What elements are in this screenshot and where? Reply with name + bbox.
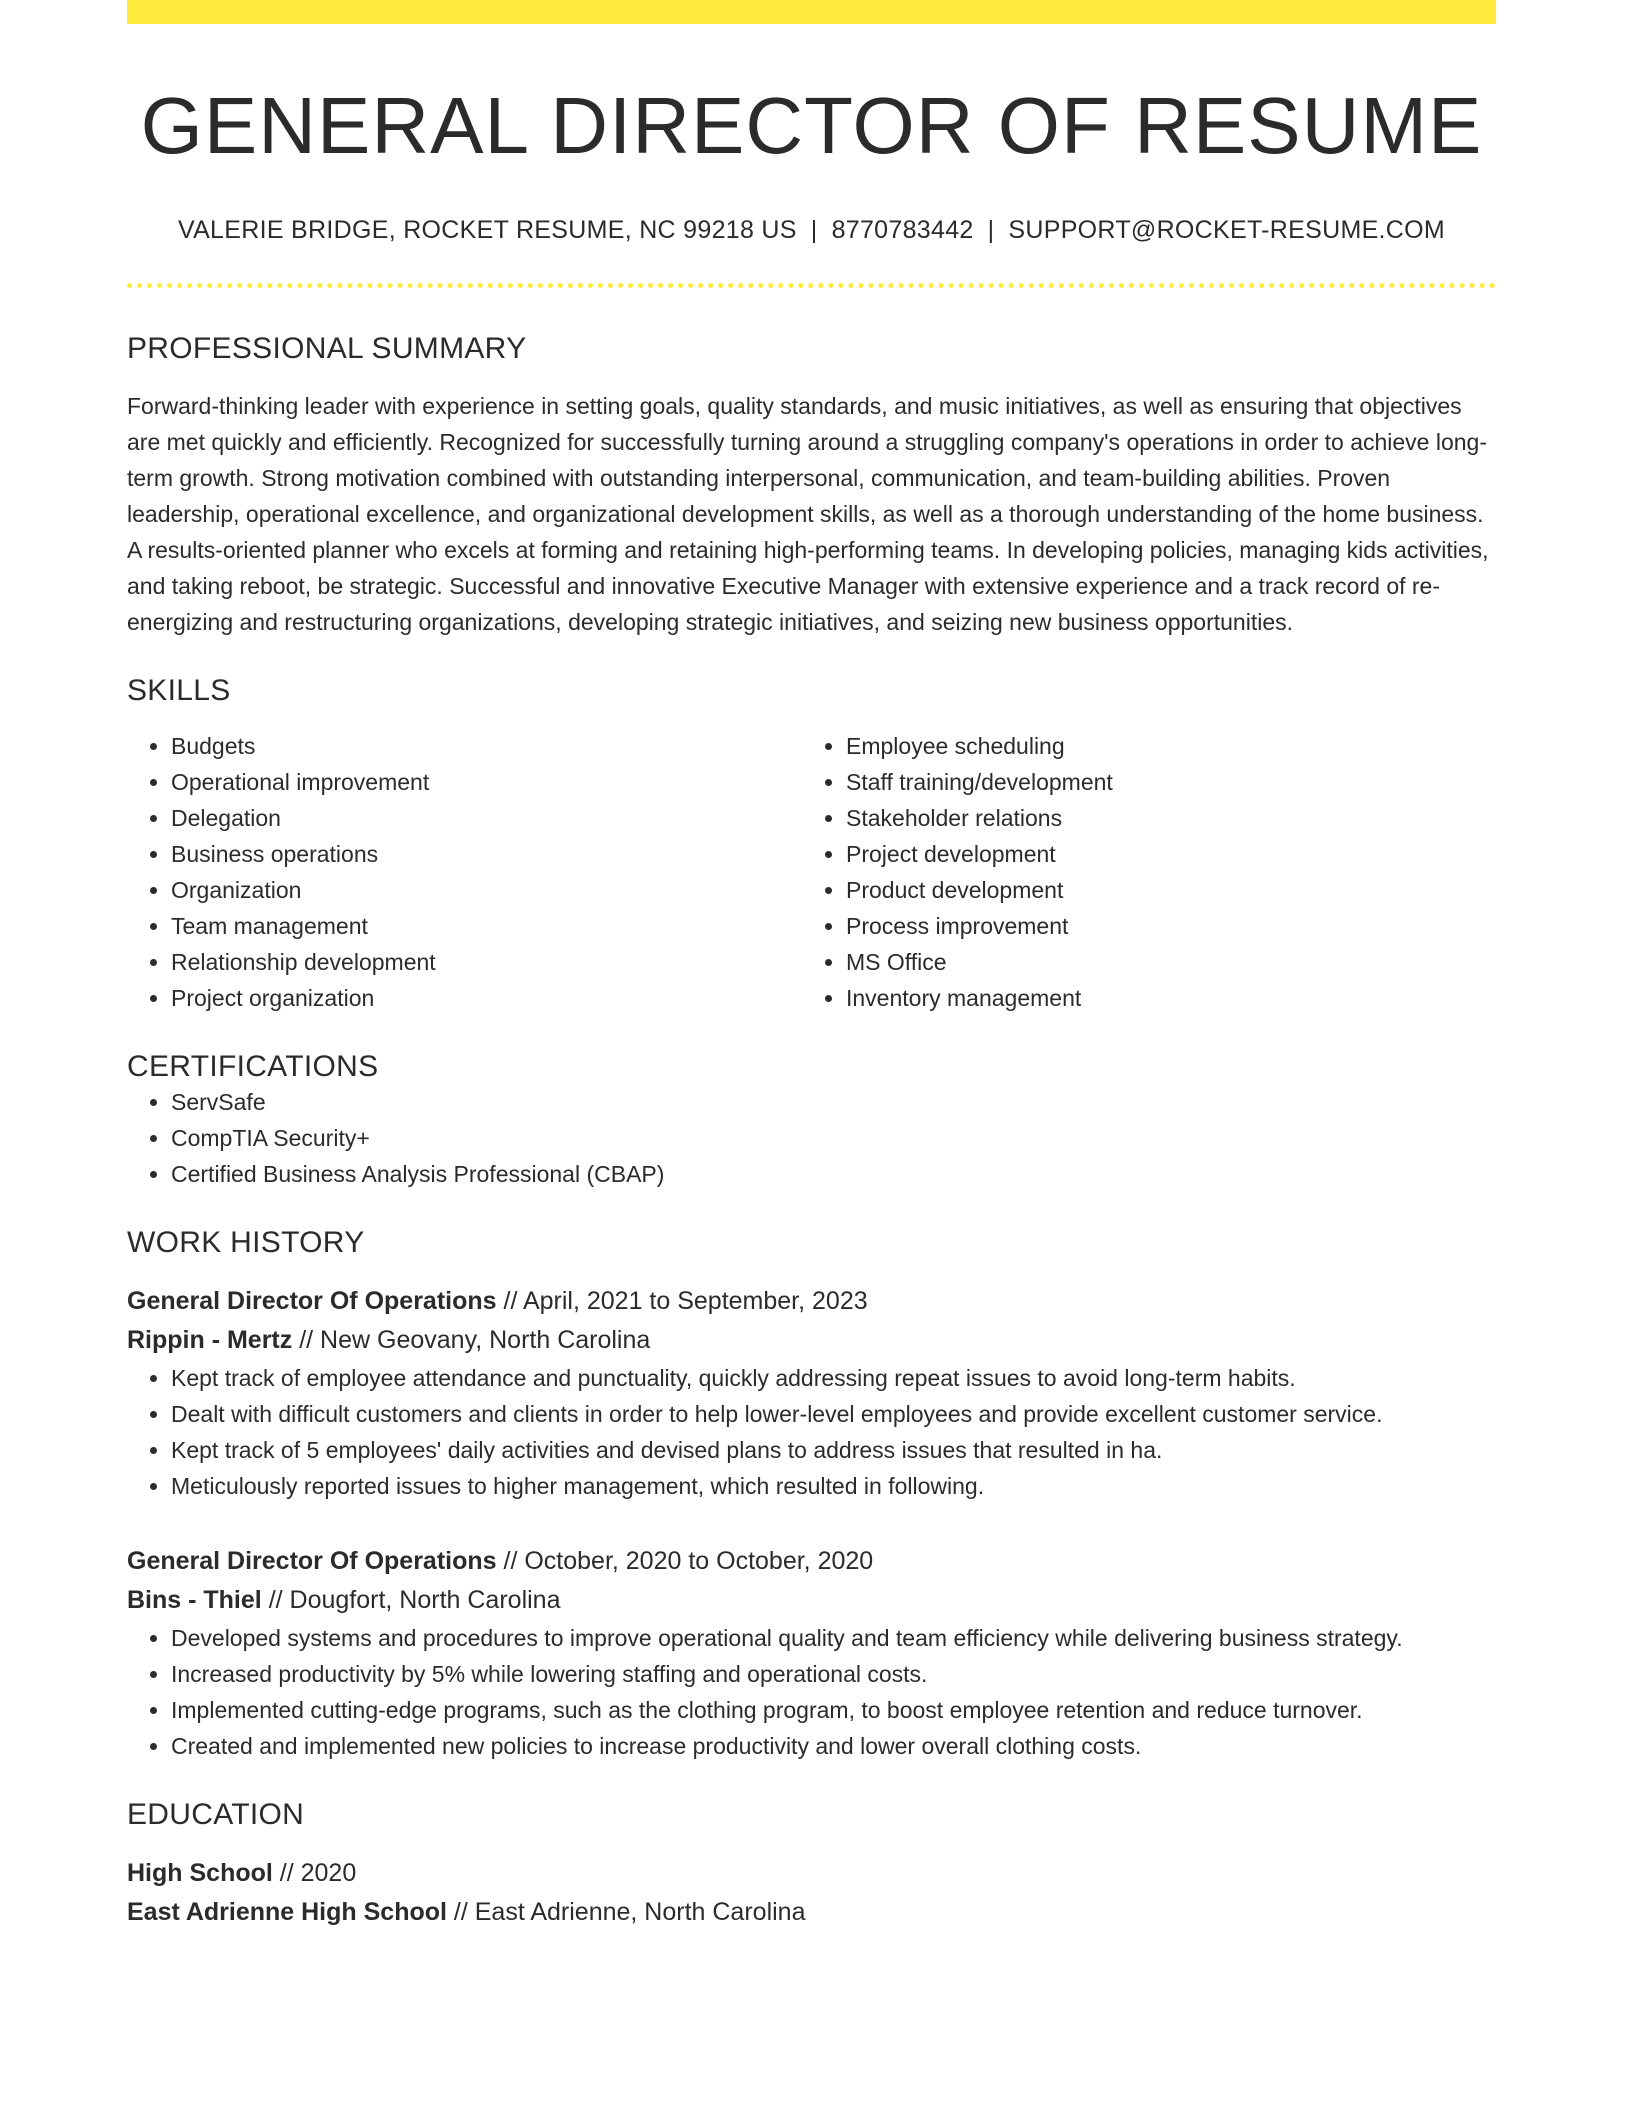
job-title: General Director Of Operations: [127, 1547, 497, 1575]
job-company: Bins - Thiel: [127, 1586, 262, 1614]
certifications-heading: CERTIFICATIONS: [127, 1050, 379, 1083]
job-bullet: • Dealt with difficult customers and clients in order to help lower-level employees and provide excellent customer service.: [171, 1396, 1496, 1432]
skill-item: • Business operations: [171, 836, 802, 872]
job-bullet: • Implemented cutting-edge programs, such as the clothing program, to boost employee retention and reduce turnover.: [171, 1692, 1496, 1728]
top-accent-bar: [127, 0, 1496, 24]
work-history-heading: WORK HISTORY: [127, 1226, 365, 1259]
skill-item: • Process improvement: [846, 908, 1477, 944]
skill-item: • Team management: [171, 908, 802, 944]
contact-address: VALERIE BRIDGE, ROCKET RESUME, NC 99218 US: [177, 216, 797, 244]
skills-grid: [127, 728, 1496, 1016]
education-degree: High School: [127, 1859, 273, 1887]
education-year: // 2020: [279, 1859, 357, 1887]
skill-item: • Employee scheduling: [846, 728, 1477, 764]
skill-item: • Staff training/development: [846, 764, 1477, 800]
skills-heading: SKILLS: [127, 674, 231, 707]
education-location: // East Adrienne, North Carolina: [453, 1898, 806, 1926]
resume-page: [127, 0, 1496, 1932]
education-degree-line: [127, 1854, 1496, 1893]
job-bullet: • Kept track of employee attendance and punctuality, quickly addressing repeat issues to avoid long-term habits.: [171, 1360, 1496, 1396]
education-school-line: [127, 1893, 1496, 1932]
job-bullet: • Created and implemented new policies to increase productivity and lower overall clothing costs.: [171, 1728, 1496, 1764]
job-bullets: [127, 1620, 1496, 1764]
job-company-line: [127, 1321, 1496, 1360]
job-dates: // October, 2020 to October, 2020: [503, 1547, 874, 1575]
job-bullets: [127, 1360, 1496, 1504]
certification-item: • ServSafe: [171, 1084, 1496, 1120]
skills-list-right: [802, 728, 1477, 1016]
skill-item: • Stakeholder relations: [846, 800, 1477, 836]
job-company: Rippin - Mertz: [127, 1326, 293, 1354]
skill-item: • Project development: [846, 836, 1477, 872]
education-heading: EDUCATION: [127, 1798, 305, 1831]
summary-heading: PROFESSIONAL SUMMARY: [127, 332, 527, 365]
job-company-line: [127, 1581, 1496, 1620]
skill-item: • Inventory management: [846, 980, 1477, 1016]
summary-text: Forward-thinking leader with experience in setting goals, quality standards, and music initiatives, as well as ensuring that objectives are met quickly and efficiently. Recognized for successfully turning around a struggling company's operations in order to achieve long-term growth. Strong motivation combined with outstanding interpersonal, communication, and team-building abilities. Proven leadership, operational excellence, and organizational development skills, as well as a thorough understanding of the home business. A results-oriented planner who excels at forming and retaining high-performing teams. In developing policies, managing kids activities, and taking reboot, be strategic. Successful and innovative Executive Manager with extensive experience and a track record of re-energizing and restructuring organizations, developing strategic initiatives, and seizing new business opportunities.: [127, 393, 1489, 635]
education-school: East Adrienne High School: [127, 1898, 447, 1926]
certifications-list: [127, 1084, 1496, 1192]
skill-item: • MS Office: [846, 944, 1477, 980]
job-entry: [127, 1282, 1496, 1504]
contact-separator: |: [810, 216, 818, 244]
job-bullet: • Increased productivity by 5% while lowering staffing and operational costs.: [171, 1656, 1496, 1692]
job-title-line: [127, 1282, 1496, 1321]
skill-item: • Project organization: [171, 980, 802, 1016]
skill-item: • Relationship development: [171, 944, 802, 980]
skill-item: • Organization: [171, 872, 802, 908]
skill-item: • Operational improvement: [171, 764, 802, 800]
certification-item: • Certified Business Analysis Professional (CBAP): [171, 1156, 1496, 1192]
job-dates: // April, 2021 to September, 2023: [503, 1287, 868, 1315]
job-bullet: • Meticulously reported issues to higher management, which resulted in following.: [171, 1468, 1496, 1504]
education-entry: [127, 1854, 1496, 1932]
header-divider: [127, 283, 1496, 288]
job-bullet: • Kept track of 5 employees' daily activities and devised plans to address issues that resulted in ha.: [171, 1432, 1496, 1468]
job-location: // Dougfort, North Carolina: [268, 1586, 561, 1614]
skills-list-left: [127, 728, 802, 1016]
contact-line: [127, 216, 1496, 245]
job-title: General Director Of Operations: [127, 1287, 497, 1315]
skill-item: • Product development: [846, 872, 1477, 908]
skill-item: • Budgets: [171, 728, 802, 764]
certification-item: • CompTIA Security+: [171, 1120, 1496, 1156]
contact-separator: |: [987, 216, 995, 244]
job-entry: [127, 1542, 1496, 1764]
skill-item: • Delegation: [171, 800, 802, 836]
resume-title: GENERAL DIRECTOR OF RESUME: [140, 81, 1483, 170]
job-bullet: • Developed systems and procedures to improve operational quality and team efficiency while delivering business strategy.: [171, 1620, 1496, 1656]
job-location: // New Geovany, North Carolina: [299, 1326, 651, 1354]
job-title-line: [127, 1542, 1496, 1581]
contact-email: SUPPORT@ROCKET-RESUME.COM: [1008, 216, 1446, 244]
contact-phone: 8770783442: [831, 216, 974, 244]
